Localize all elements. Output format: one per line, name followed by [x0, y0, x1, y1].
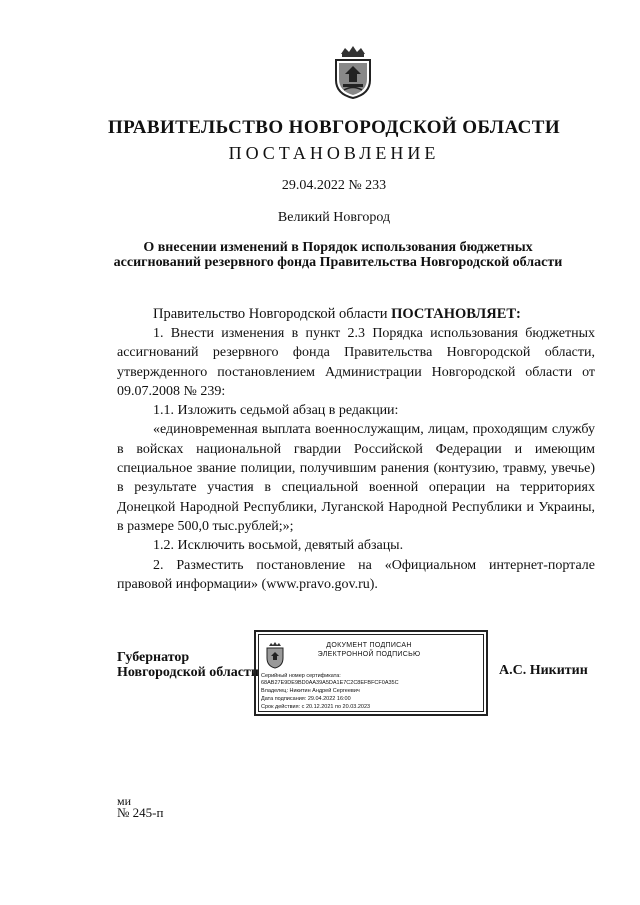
- subject-heading: [0, 240, 640, 270]
- footer: [117, 795, 163, 819]
- footer-doc-number: № 245-п: [117, 805, 164, 820]
- preamble: [153, 305, 631, 324]
- stamp-heading-line-1: ДОКУМЕНТ ПОДПИСАН: [326, 642, 412, 649]
- coat-of-arms-icon: [331, 44, 375, 100]
- stamp-heading-line-2: ЭЛЕКТРОННОЙ ПОДПИСЬЮ: [317, 651, 421, 658]
- paragraph-2: 2. Разместить постановление на «Официальном интернет-портале правовой информации» (www.pravo.gov.ru).: [117, 557, 595, 592]
- footer-initials: ми: [117, 794, 132, 808]
- paragraph-1-2: 1.2. Исключить восьмой, девятый абзацы.: [153, 538, 404, 554]
- document-body: [117, 324, 595, 594]
- stamp-heading: [299, 641, 439, 659]
- signatory-position: [117, 650, 259, 680]
- paragraph-1-1: 1.1. Изложить седьмой абзац в редакции:: [153, 403, 399, 419]
- stamp-signed-date: Дата подписания: 29.04.2022 16:00: [261, 696, 351, 702]
- stamp-cert-label: Серийный номер сертификата:: [261, 673, 341, 679]
- document-type: ПОСТАНОВЛЕНИЕ: [228, 143, 440, 163]
- preamble-text: Правительство Новгородской области: [153, 306, 392, 322]
- government-title: ПРАВИТЕЛЬСТВО НОВГОРОДСКОЙ ОБЛАСТИ: [108, 117, 560, 138]
- preamble-keyword: ПОСТАНОВЛЯЕТ:: [391, 306, 521, 322]
- paragraph-quote: «единовременная выплата военнослужащим, лицам, проходящим службу в войсках национальной гвардии Российской Федерации и имеющим специальное звание полиции, получившим ранения (контузию, травму, увечье) в результате участия в специальной военной операции на территориях Донецкой Народной Республики, Луганской Народной Республики и Украины, в размере 500,0 тыс.рублей;»;: [117, 422, 595, 534]
- date-and-number: 29.04.2022 № 233: [281, 178, 387, 193]
- position-line-1: Губернатор: [117, 650, 190, 665]
- stamp-cert-number: 68AB27E9DE9BD0AA39A5DA1E7C2C8EFBFCF0A35C: [261, 680, 399, 686]
- stamp-owner: Владелец: Никитин Андрей Сергеевич: [261, 688, 360, 694]
- stamp-validity: Срок действия: с 20.12.2021 по 20.03.2023: [261, 704, 371, 710]
- paragraph-1: 1. Внести изменения в пункт 2.3 Порядка использования бюджетных ассигнований резервного фонда Правительства Новгородской области, утвержденного постановлением Администрации Новгородской области от 09.07.2008 № 239:: [117, 326, 595, 399]
- position-line-2: Новгородской области: [117, 665, 259, 680]
- stamp-coat-of-arms-icon: [264, 641, 286, 669]
- subject-line-1: О внесении изменений в Порядок использования бюджетных: [143, 240, 533, 255]
- subject-line-2: ассигнований резервного фонда Правительства Новгородской области: [113, 255, 563, 270]
- signatory-name: А.С. Никитин: [499, 663, 588, 678]
- stamp-frame: [258, 634, 484, 712]
- city: Великий Новгород: [277, 210, 391, 225]
- electronic-signature-stamp: [254, 630, 488, 716]
